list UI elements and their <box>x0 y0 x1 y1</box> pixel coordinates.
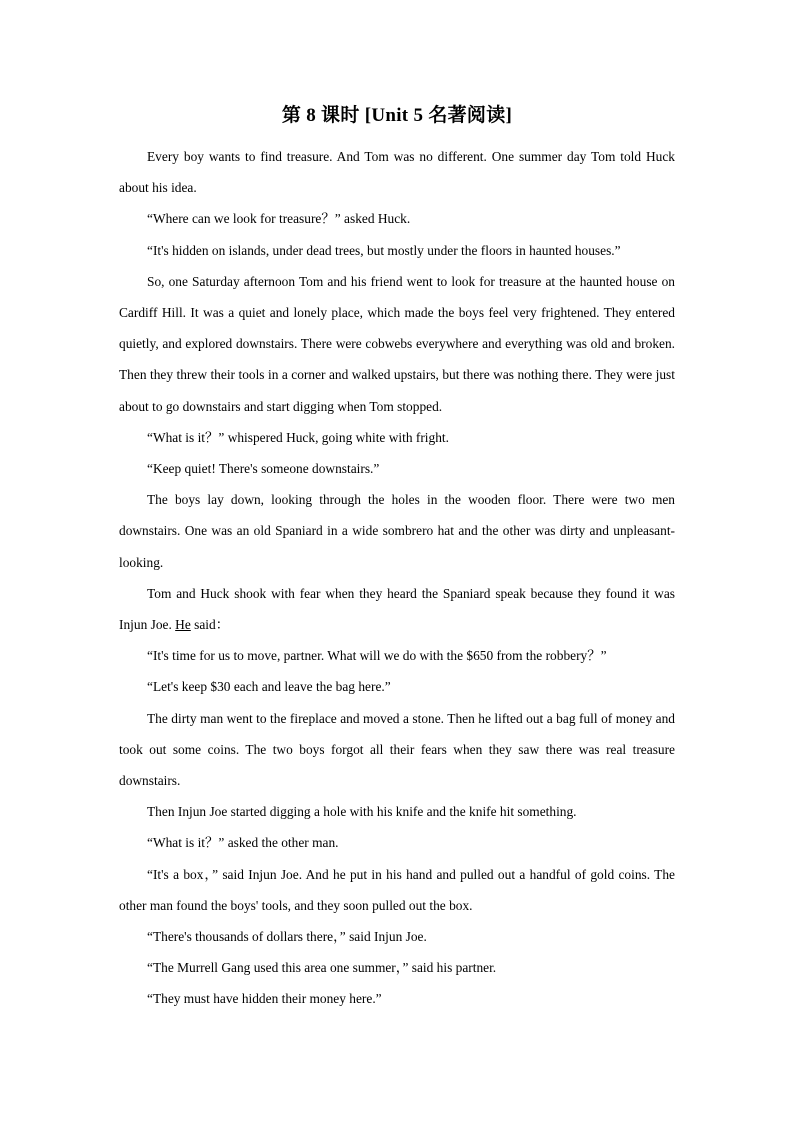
paragraph-6: “Keep quiet! There's someone downstairs.” <box>147 461 380 477</box>
document-page <box>119 103 675 1015</box>
paragraph-1: Every boy wants to find treasure. And Tom was no different. One summer day Tom told Huck about his idea. <box>119 149 675 196</box>
paragraph-10: “Let's keep $30 each and leave the bag here.” <box>147 679 391 695</box>
paragraph-5: “What is it？” whispered Huck, going white with fright. <box>147 429 449 445</box>
paragraph-8 <box>119 578 675 640</box>
paragraph-13: “What is it？” asked the other man. <box>147 835 339 851</box>
paragraph-8-tail: said： <box>190 617 230 633</box>
paragraph-2: “Where can we look for treasure？” asked Huck. <box>147 211 411 227</box>
underlined-pronoun: He <box>175 617 191 633</box>
paragraph-7: The boys lay down, looking through the holes in the wooden floor. There were two men downstairs. One was an old Spaniard in a wide sombrero hat and the other was dirty and unpleasant-looking. <box>119 492 675 570</box>
paragraph-11: The dirty man went to the fireplace and moved a stone. Then he lifted out a bag full of money and took out some coins. The two boys forgot all their fears when they saw there was real treasure downstairs. <box>119 710 675 789</box>
paragraph-4: So, one Saturday afternoon Tom and his friend went to look for treasure at the haunted house on Cardiff Hill. It was a quiet and lonely place, which made the boys feel very frightened. They entered quietly, and explored downstairs. There were cobwebs everywhere and everything was old and broken. Then they threw their tools in a corner and walked upstairs, but there was nothing there. They were just about to go downstairs and start digging when Tom stopped. <box>119 273 675 414</box>
paragraph-15: “There's thousands of dollars there，” said Injun Joe. <box>147 929 427 945</box>
page-title: 第 8 课时 [Unit 5 名著阅读] <box>281 105 513 126</box>
paragraph-14: “It's a box，” said Injun Joe. And he put in his hand and pulled out a handful of gold coins. The other man found the boys' tools, and they soon pulled out the box. <box>119 866 675 913</box>
paragraph-12: Then Injun Joe started digging a hole with his knife and the knife hit something. <box>147 804 577 820</box>
paragraph-17: “They must have hidden their money here.” <box>147 991 382 1007</box>
paragraph-9: “It's time for us to move, partner. What will we do with the $650 from the robbery？” <box>147 648 607 664</box>
story-text <box>119 141 675 1015</box>
paragraph-3: “It's hidden on islands, under dead trees, but mostly under the floors in haunted houses.” <box>147 242 621 258</box>
paragraph-8-text: Tom and Huck shook with fear when they heard the Spaniard speak because they found it was Injun Joe. <box>119 585 675 633</box>
paragraph-16: “The Murrell Gang used this area one summer，” said his partner. <box>147 960 497 976</box>
